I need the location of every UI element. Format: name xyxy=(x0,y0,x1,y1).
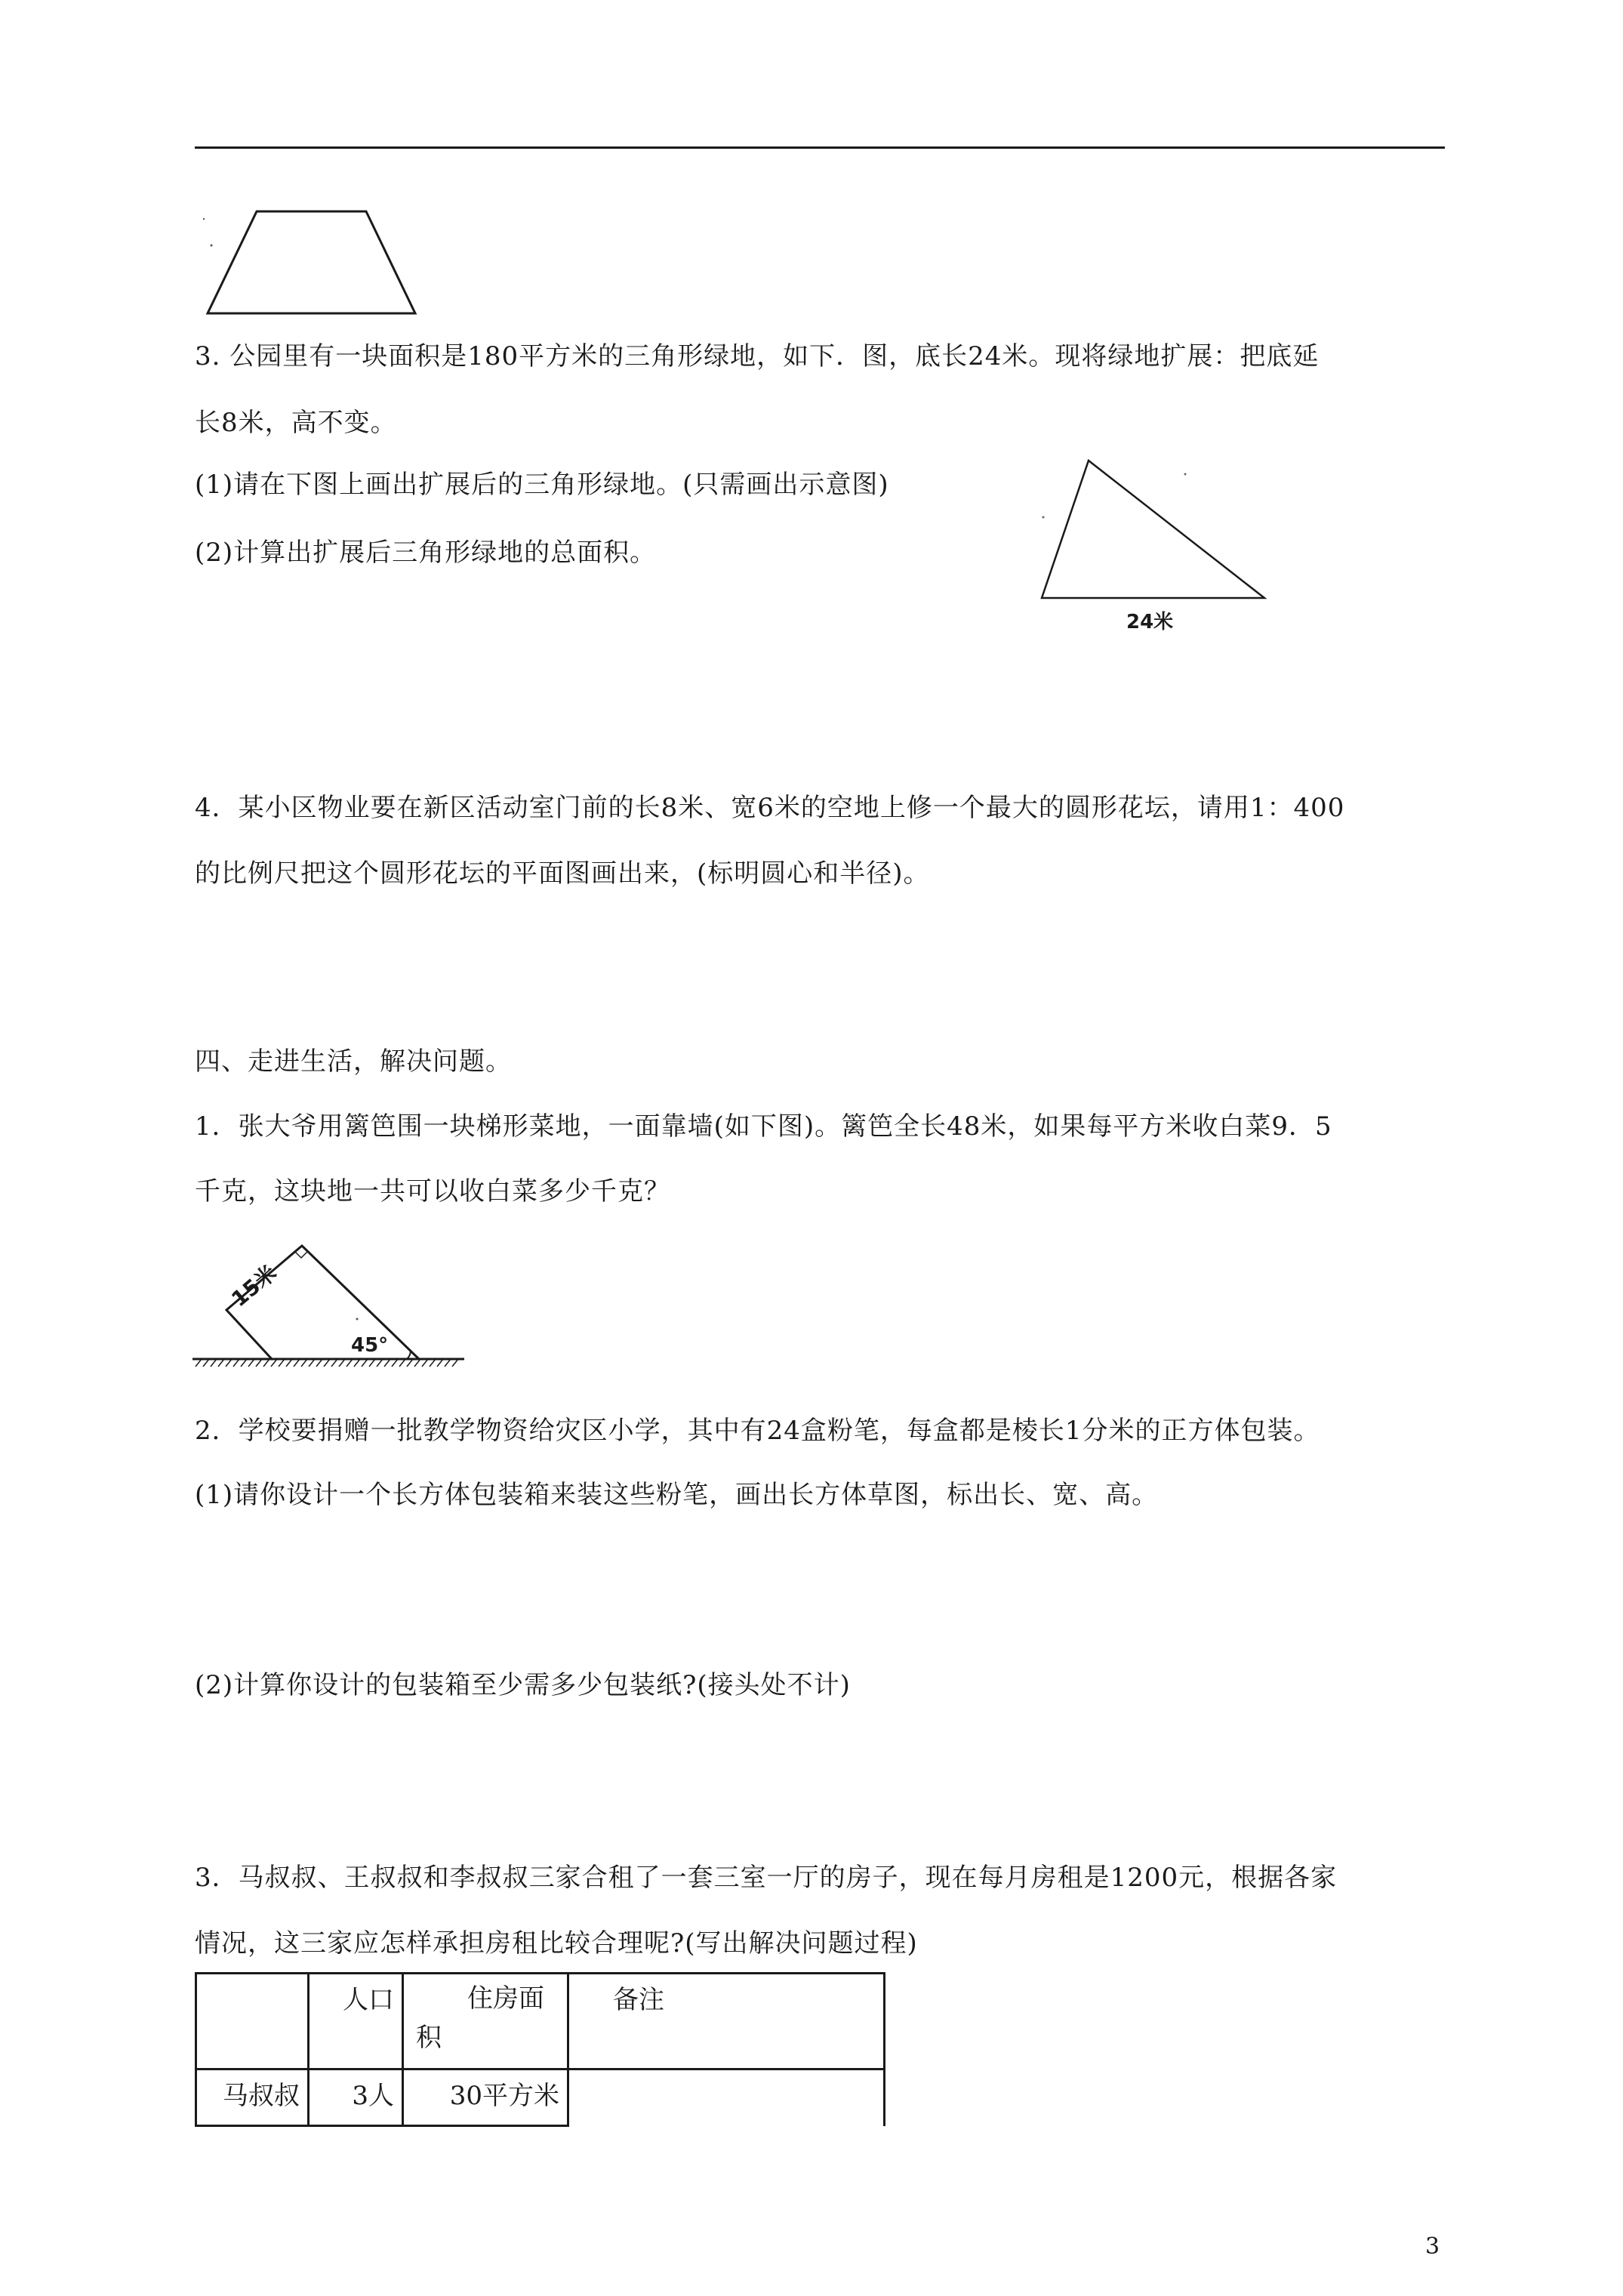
q3-line1: 3. 公园里有一块面积是180平方米的三角形绿地，如下．图，底长24米。现将绿地扩展：把底延 xyxy=(195,341,1320,371)
table-header-cell xyxy=(403,1974,568,2069)
s4-p1-line1: 1．张大爷用篱笆围一块梯形菜地，一面靠墙(如下图)。篱笆全长48米，如果每平方米收白菜9．5 xyxy=(195,1111,1332,1142)
s4-p2-sub2: (2)计算你设计的包装箱至少需多少包装纸?(接头处不计) xyxy=(195,1670,851,1700)
side-length-label: 15米 xyxy=(226,1260,282,1312)
table-header-cell: 人口 xyxy=(309,1974,403,2069)
section4-heading: 四、走进生活，解决问题。 xyxy=(195,1046,512,1077)
trapezoid-figure xyxy=(196,204,423,325)
angle-label: 45° xyxy=(351,1334,389,1357)
table-cell xyxy=(568,2069,885,2126)
table-header-cell xyxy=(196,1974,309,2069)
header-rule xyxy=(195,146,1445,149)
q3-line2: 长8米，高不变。 xyxy=(195,408,397,438)
table-header-row xyxy=(196,1974,885,2069)
s4-p3-line1: 3．马叔叔、王叔叔和李叔叔三家合租了一套三室一厅的房子，现在每月房租是1200元，根据各家 xyxy=(195,1863,1338,1893)
table-header-cell: 备注 xyxy=(568,1974,885,2069)
page-number: 3 xyxy=(1425,2233,1440,2260)
s4-p3-line2: 情况，这三家应怎样承担房租比较合理呢?(写出解决问题过程) xyxy=(195,1928,918,1959)
wall-trapezoid-figure xyxy=(192,1238,472,1389)
s4-p2-line1: 2．学校要捐赠一批教学物资给灾区小学，其中有24盒粉笔，每盒都是棱长1分米的正方体包装。 xyxy=(195,1416,1320,1446)
s4-p1-line2: 千克，这块地一共可以收白菜多少千克？ xyxy=(195,1176,670,1207)
table-header-text: 住房面积 xyxy=(416,1983,544,2053)
table-cell: 3人 xyxy=(309,2069,403,2126)
housing-table xyxy=(195,1972,885,2127)
table-row xyxy=(196,2069,885,2126)
q4-line2: 的比例尺把这个圆形花坛的平面图画出来，(标明圆心和半径)。 xyxy=(195,858,930,889)
table-cell: 30平方米 xyxy=(403,2069,568,2126)
s4-p2-sub1: (1)请你设计一个长方体包装箱来装这些粉笔，画出长方体草图，标出长、宽、高。 xyxy=(195,1480,1159,1510)
q3-sub2: (2)计算出扩展后三角形绿地的总面积。 xyxy=(195,538,657,568)
q4-line1: 4．某小区物业要在新区活动室门前的长8米、宽6米的空地上修一个最大的圆形花坛，请用1：400 xyxy=(195,793,1345,823)
triangle-figure xyxy=(1034,445,1283,642)
q3-sub1: (1)请在下图上画出扩展后的三角形绿地。(只需画出示意图) xyxy=(195,470,889,500)
triangle-base-label: 24米 xyxy=(1126,611,1174,633)
table-cell: 马叔叔 xyxy=(196,2069,309,2126)
